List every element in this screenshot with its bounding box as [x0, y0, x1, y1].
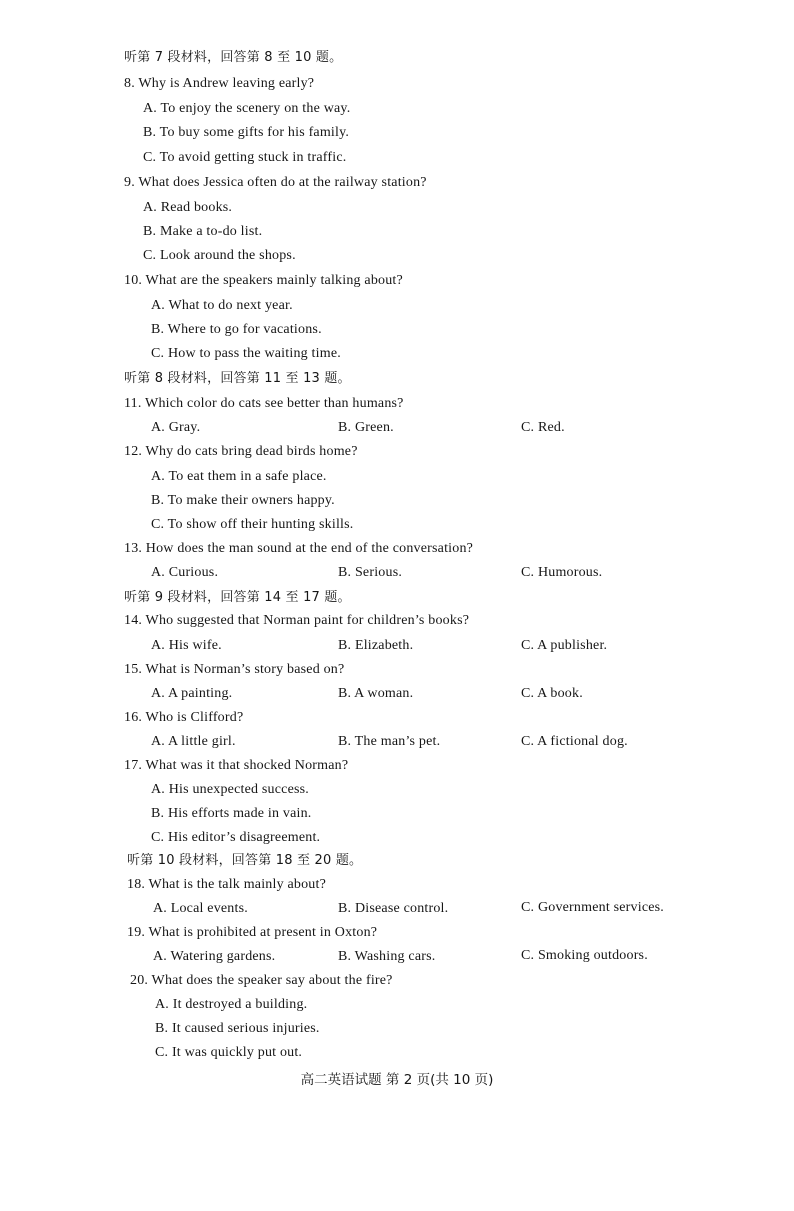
q19-option-b: B. Washing cars. — [338, 949, 436, 964]
q15-option-a: A. A painting. — [151, 686, 233, 701]
q19-option-c: C. Smoking outdoors. — [521, 948, 648, 963]
q11-option-a: A. Gray. — [151, 420, 201, 435]
q15-option-b: B. A woman. — [338, 686, 414, 701]
question-12: 12. Why do cats bring dead birds home? — [124, 444, 358, 459]
q15-option-c: C. A book. — [521, 686, 583, 701]
q13-option-c: C. Humorous. — [521, 565, 603, 580]
q16-option-a: A. A little girl. — [151, 734, 236, 749]
q10-option-c: C. How to pass the waiting time. — [151, 346, 341, 361]
q9-option-b: B. Make a to-do list. — [143, 224, 263, 239]
question-16: 16. Who is Clifford? — [124, 710, 244, 725]
q16-option-c: C. A fictional dog. — [521, 734, 628, 749]
q9-option-c: C. Look around the shops. — [143, 248, 296, 263]
q12-option-c: C. To show off their hunting skills. — [151, 517, 354, 532]
section-heading: 听第 9 段材料，回答第 14 至 17 题。 — [124, 590, 351, 605]
question-19: 19. What is prohibited at present in Oxton? — [127, 925, 378, 940]
q12-option-b: B. To make their owners happy. — [151, 493, 335, 508]
q16-option-b: B. The man’s pet. — [338, 734, 441, 749]
q18-option-c: C. Government services. — [521, 900, 665, 915]
q20-option-a: A. It destroyed a building. — [155, 997, 308, 1012]
q13-option-a: A. Curious. — [151, 565, 219, 580]
q11-option-c: C. Red. — [521, 420, 565, 435]
section-heading: 听第 8 段材料，回答第 11 至 13 题。 — [124, 371, 351, 386]
q8-option-c: C. To avoid getting stuck in traffic. — [143, 150, 347, 165]
question-9: 9. What does Jessica often do at the railway station? — [124, 175, 427, 190]
q9-option-a: A. Read books. — [143, 200, 233, 215]
section-heading: 听第 10 段材料，回答第 18 至 20 题。 — [127, 853, 363, 868]
q17-option-c: C. His editor’s disagreement. — [151, 830, 321, 845]
question-18: 18. What is the talk mainly about? — [127, 877, 326, 892]
page-footer: 高二英语试题 第 2 页(共 10 页) — [300, 1072, 494, 1088]
question-15: 15. What is Norman’s story based on? — [124, 662, 345, 677]
q17-option-a: A. His unexpected success. — [151, 782, 309, 797]
question-8: 8. Why is Andrew leaving early? — [124, 76, 315, 91]
q13-option-b: B. Serious. — [338, 565, 403, 580]
q19-option-a: A. Watering gardens. — [153, 949, 276, 964]
q14-option-c: C. A publisher. — [521, 638, 608, 653]
section-heading: 听第 7 段材料，回答第 8 至 10 题。 — [124, 50, 343, 65]
q11-option-b: B. Green. — [338, 420, 394, 435]
q12-option-a: A. To eat them in a safe place. — [151, 469, 327, 484]
q18-option-a: A. Local events. — [153, 901, 248, 916]
q18-option-b: B. Disease control. — [338, 901, 449, 916]
q20-option-b: B. It caused serious injuries. — [155, 1021, 320, 1036]
q10-option-a: A. What to do next year. — [151, 298, 293, 313]
question-10: 10. What are the speakers mainly talking about? — [124, 273, 403, 288]
q8-option-a: A. To enjoy the scenery on the way. — [143, 101, 351, 116]
question-17: 17. What was it that shocked Norman? — [124, 758, 349, 773]
q10-option-b: B. Where to go for vacations. — [151, 322, 322, 337]
question-13: 13. How does the man sound at the end of the conversation? — [124, 541, 474, 556]
q14-option-b: B. Elizabeth. — [338, 638, 414, 653]
q14-option-a: A. His wife. — [151, 638, 222, 653]
question-20: 20. What does the speaker say about the fire? — [130, 973, 393, 988]
question-14: 14. Who suggested that Norman paint for children’s books? — [124, 613, 470, 628]
q17-option-b: B. His efforts made in vain. — [151, 806, 312, 821]
q20-option-c: C. It was quickly put out. — [155, 1045, 303, 1060]
question-11: 11. Which color do cats see better than humans? — [124, 396, 404, 411]
q8-option-b: B. To buy some gifts for his family. — [143, 125, 350, 140]
